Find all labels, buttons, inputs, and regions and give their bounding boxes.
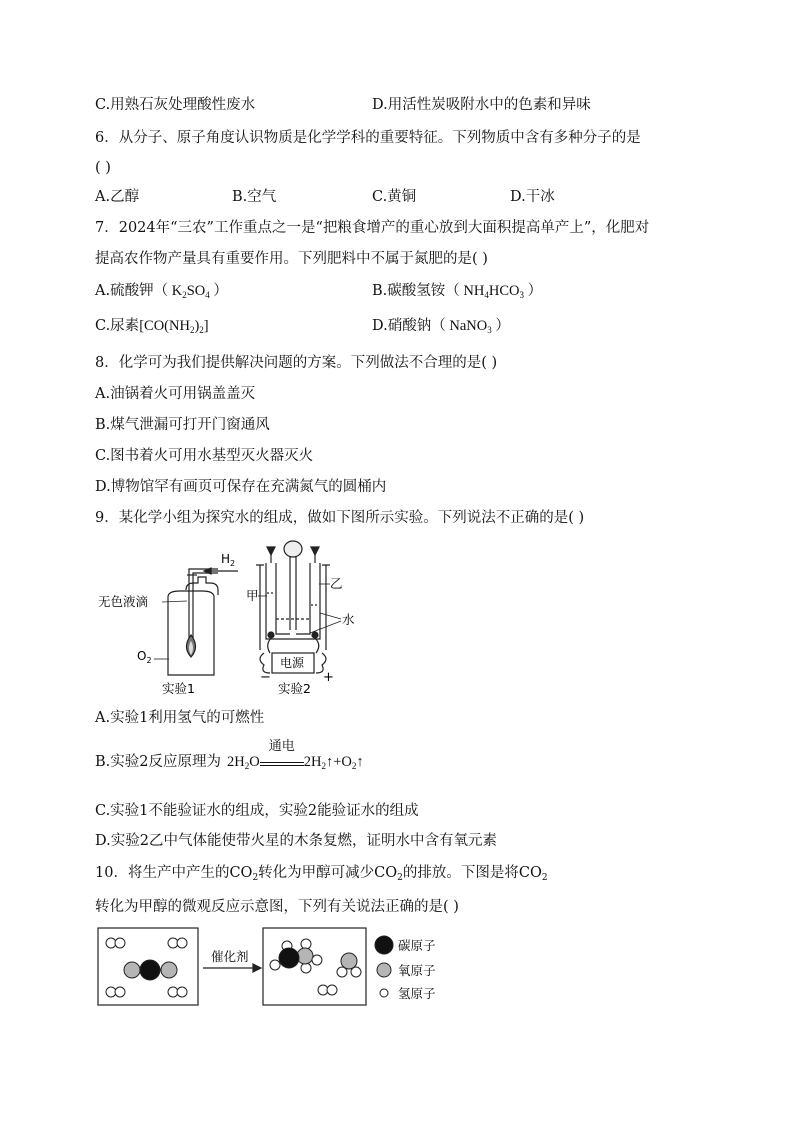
h2-label: $H_2$: [221, 552, 236, 568]
q6-paren: ( ): [95, 160, 111, 176]
o2-label: $O_2$: [137, 649, 152, 665]
reaction-arrow-icon: [203, 964, 261, 972]
q10-stem-line2: 转化为甲醇的微观反应示意图，下列有关说法正确的是( ): [95, 899, 459, 915]
q7-option-a: A.硫酸钾（ $K_2SO_4$ ）: [95, 283, 228, 300]
q6-option-a: A.乙醇: [95, 189, 140, 205]
experiment2-label: 实验2: [278, 681, 311, 696]
q8-option-d: D.博物馆罕有画页可保存在充满氮气的圆桶内: [95, 479, 387, 495]
experiment1-label: 实验1: [162, 681, 195, 696]
atom-legend: [375, 936, 436, 1001]
q6-option-d: D.干冰: [510, 189, 555, 205]
q6-option-b: B.空气: [232, 189, 277, 205]
q6-stem: 6．从分子、原子角度认识物质是化学学科的重要特征。下列物质中含有多种分子的是: [95, 130, 641, 146]
q8-option-b: B.煤气泄漏可打开门窗通风: [95, 417, 270, 433]
q5-option-d: D.用活性炭吸附水中的色素和异味: [372, 97, 591, 113]
reactant-molecules: [106, 938, 187, 997]
yi-label: 乙: [330, 576, 343, 591]
legend-hydrogen: 氢原子: [398, 986, 436, 1001]
plus-sign: +: [323, 670, 334, 685]
water-label: 水: [342, 612, 355, 627]
q6-option-c: C.黄铜: [372, 189, 417, 205]
jia-label: 甲: [246, 588, 259, 603]
h2-arrow-icon: [204, 568, 238, 574]
q8-option-a: A.油锅着火可用锅盖盖灭: [95, 386, 256, 402]
q10-stem-line1: 10．将生产中产生的$CO_2$转化为甲醇可减少$CO_2$的排放。下图是将$CO_2$: [95, 865, 548, 883]
q9-option-c: C.实验1不能验证水的组成，实验2能验证水的组成: [95, 803, 419, 819]
product-molecules: [270, 939, 361, 995]
q8-stem: 8．化学可为我们提供解决问题的方案。下列做法不合理的是( ): [95, 355, 498, 371]
q9-option-a: A.实验1利用氢气的可燃性: [95, 710, 265, 726]
drop-pointer: [162, 601, 187, 602]
minus-sign: −: [260, 670, 271, 685]
q7-stem-line1: 7．2024年“三农”工作重点之一是“把粮食增产的重心放到大面积提高单产上”，化肥对: [95, 220, 650, 236]
carbon-atom-icon: [375, 936, 393, 954]
electrolysis-condition: 通电: [268, 739, 295, 754]
q9-option-d: D.实验2乙中气体能使带火星的木条复燃，证明水中含有氧元素: [95, 833, 497, 849]
catalyst-label: 催化剂: [211, 949, 249, 964]
power-label: 电源: [280, 656, 305, 670]
q9-option-b: B.实验2反应原理为 $2H_2O$ 通电 $2H_2↑+O_2↑$: [95, 739, 364, 771]
q9-experiment-figure: [90, 535, 370, 700]
q7-stem-line2: 提高农作物产量具有重要作用。下列肥料中不属于氮肥的是( ): [95, 251, 488, 267]
q7-option-c: C.尿素$[CO(NH_2)_2]$: [95, 318, 209, 335]
legend-oxygen: 氧原子: [398, 963, 436, 978]
q7-option-b: B.碳酸氢铵（ $NH_4HCO_3$ ）: [372, 283, 543, 300]
q7-option-d: D.硝酸钠（ NaNO$_3$ ）: [372, 318, 510, 335]
experiment2-apparatus: [256, 541, 330, 673]
experiment1-apparatus: [168, 569, 218, 675]
q9-stem: 9．某化学小组为探究水的组成，做如下图所示实验。下列说法不正确的是( ): [95, 510, 585, 526]
colorless-drop-label: 无色液滴: [98, 594, 149, 609]
q5-option-c: C.用熟石灰处理酸性废水: [95, 97, 256, 113]
q10-micro-reaction-figure: [95, 925, 455, 1010]
hydrogen-atom-icon: [380, 989, 388, 997]
q8-option-c: C.图书着火可用水基型灭火器灭火: [95, 448, 314, 464]
legend-carbon: 碳原子: [398, 938, 436, 953]
oxygen-atom-icon: [377, 963, 391, 977]
